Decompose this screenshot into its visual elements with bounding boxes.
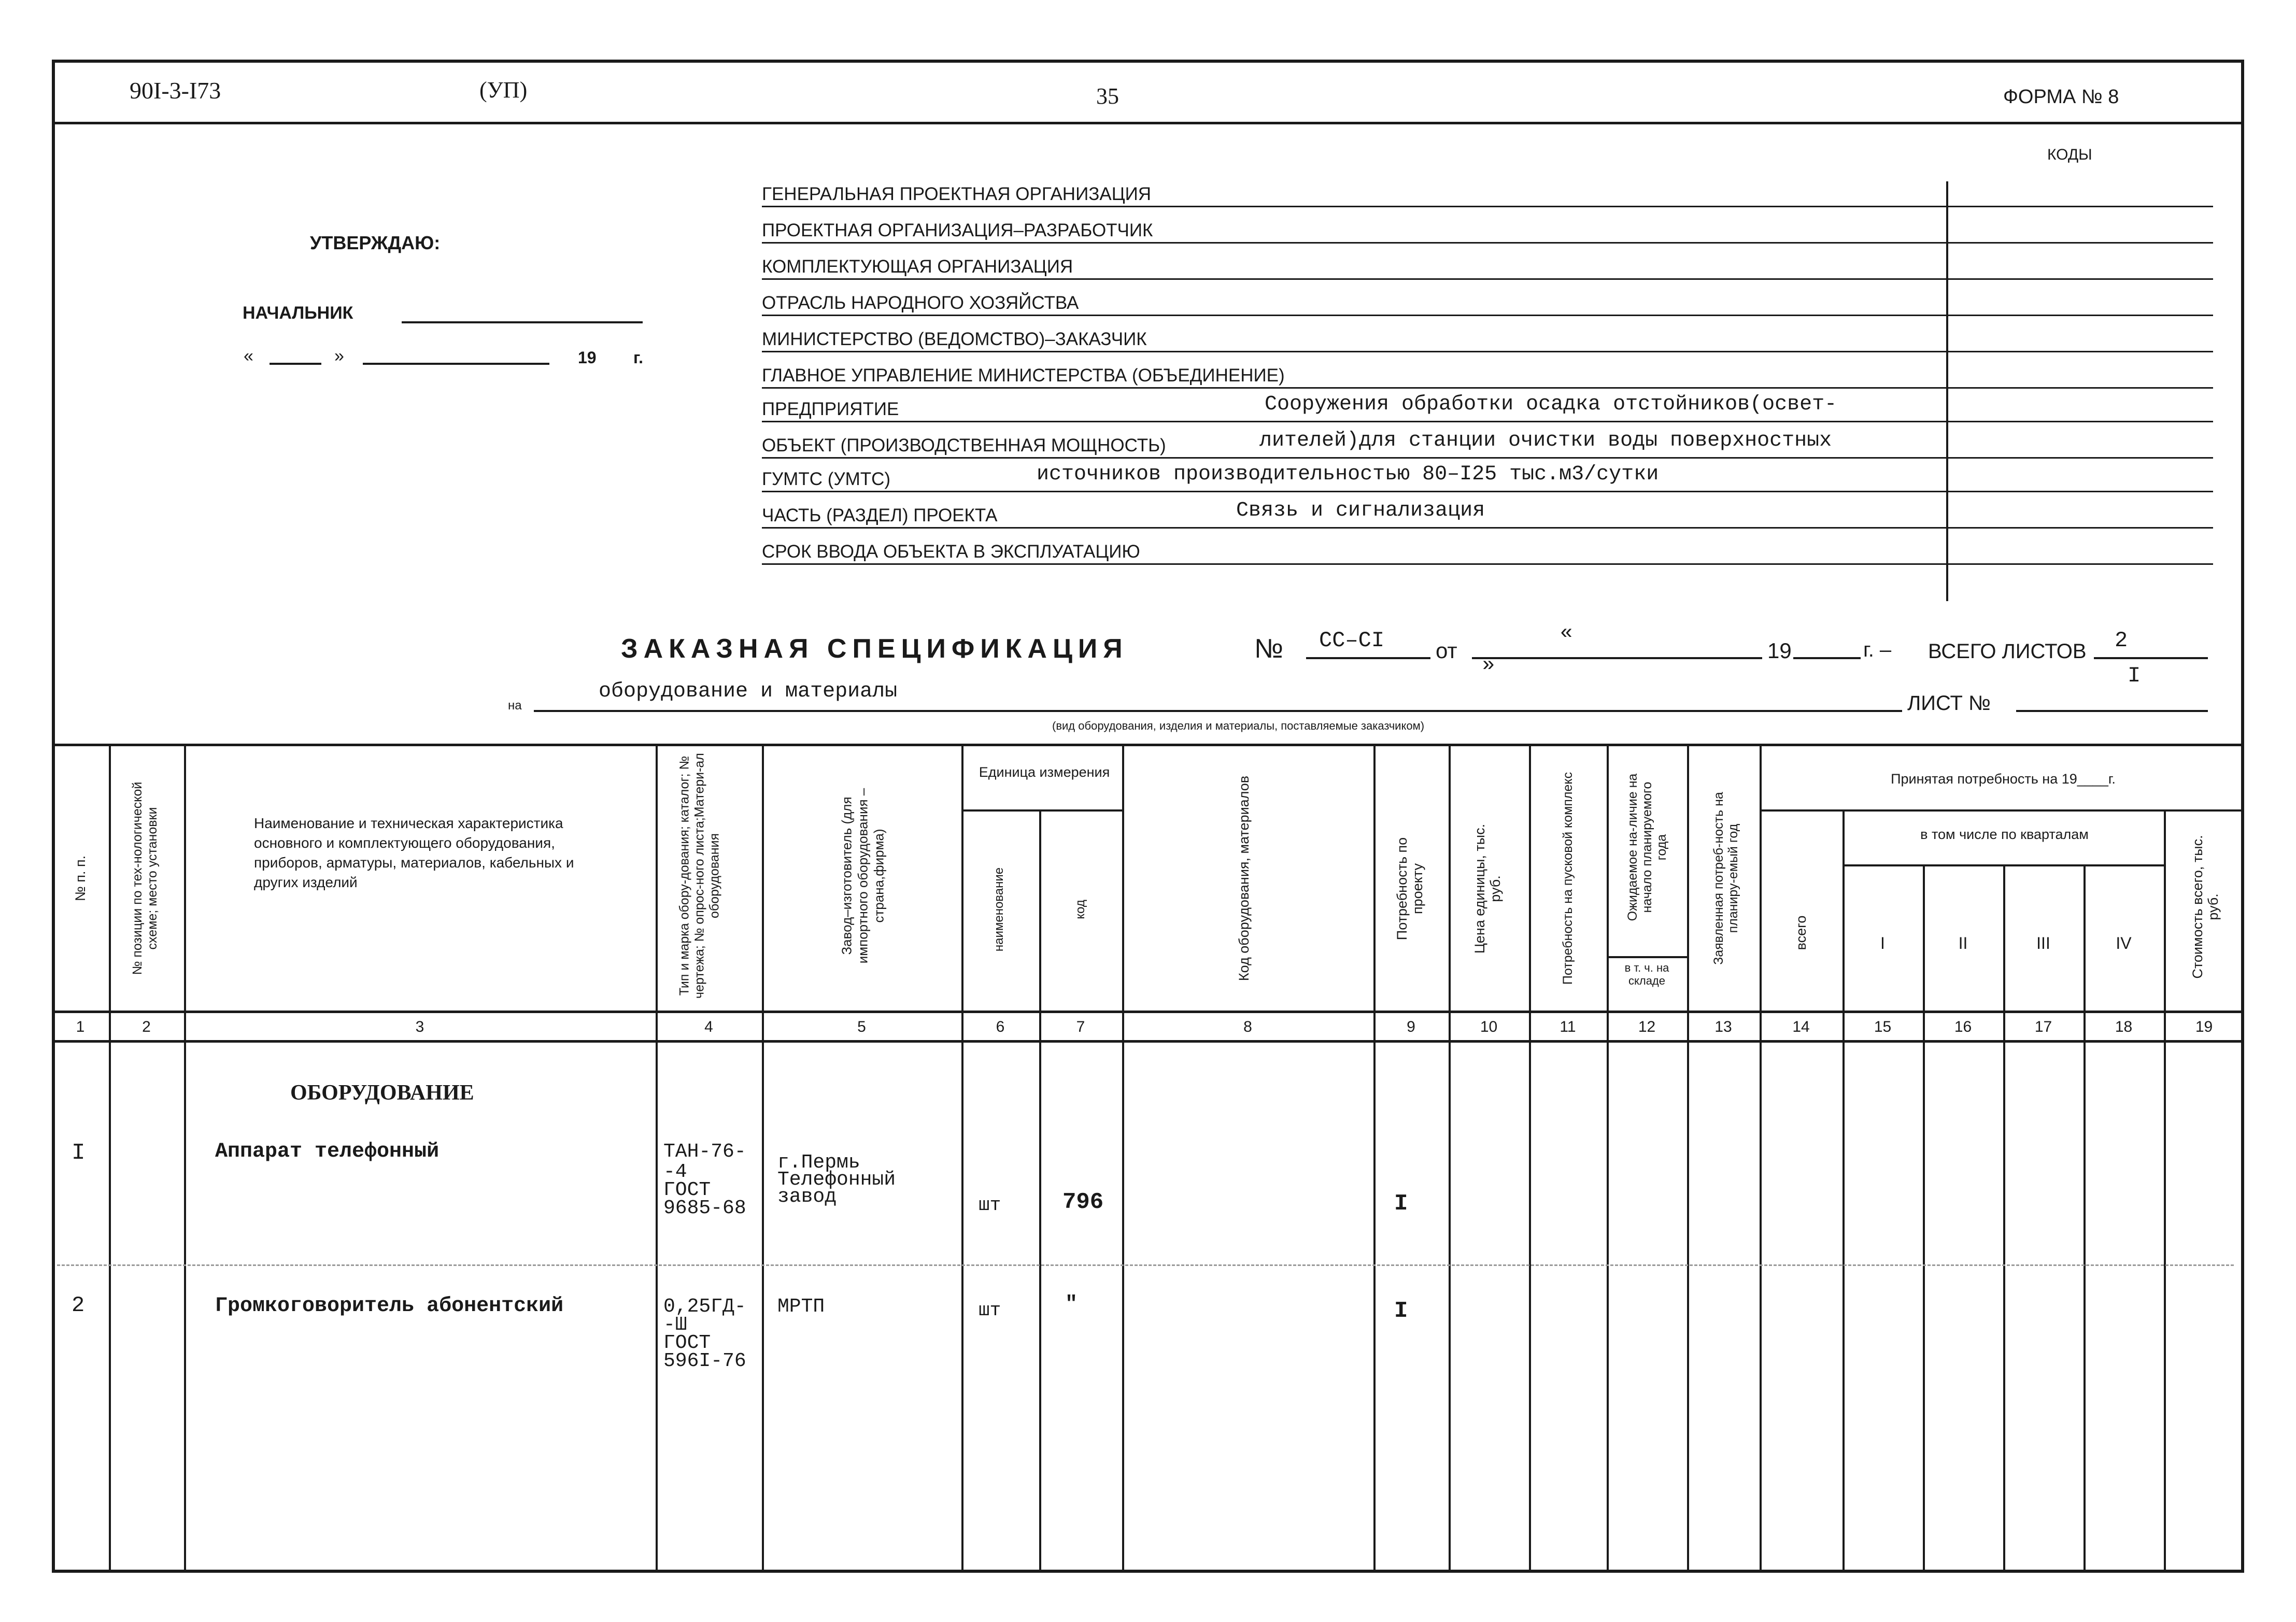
project-code: 90I-3-I73 — [130, 77, 221, 104]
column-numbers-bottom — [52, 1040, 2244, 1043]
date-year-suffix: г. — [633, 348, 644, 367]
header-strip-divider — [52, 122, 2244, 124]
date-quote-close: » — [334, 346, 344, 366]
org-field-label: ГЛАВНОЕ УПРАВЛЕНИЕ МИНИСТЕРСТВА (ОБЪЕДИНЕНИЕ) — [762, 365, 1285, 386]
spec-date-line — [1472, 657, 1762, 659]
column-number: 17 — [2034, 1018, 2052, 1035]
stock-sub-divider — [1607, 956, 1687, 958]
column-number: 14 — [1792, 1018, 1810, 1035]
sheet-line — [2016, 710, 2208, 712]
column-divider — [961, 744, 963, 1573]
spec-quote-open: « — [1560, 622, 1573, 645]
column-number: 2 — [142, 1018, 151, 1035]
column-number: 15 — [1874, 1018, 1892, 1035]
header-q4: IV — [2116, 934, 2132, 952]
column-number: 12 — [1638, 1018, 1656, 1035]
row-number: I — [72, 1140, 86, 1166]
spec-for-line — [534, 710, 1902, 712]
codes-column-divider — [1946, 181, 1948, 601]
column-number: 5 — [857, 1018, 866, 1035]
row-maker-line: завод — [777, 1186, 837, 1208]
quarters-group-divider — [1843, 864, 2164, 866]
column-divider — [1760, 744, 1762, 1573]
org-field-line — [762, 457, 2213, 459]
date-quote-open: « — [244, 346, 253, 366]
column-divider — [1449, 744, 1451, 1573]
approval-role: НАЧАЛЬНИК — [243, 303, 353, 323]
date-month-line — [363, 363, 549, 365]
row-name: Аппарат телефонный — [215, 1140, 440, 1163]
org-field-line — [762, 242, 2213, 244]
header-q1: I — [1880, 934, 1885, 952]
column-divider — [1039, 809, 1041, 1573]
org-field-label: ПРОЕКТНАЯ ОРГАНИЗАЦИЯ–РАЗРАБОТЧИК — [762, 220, 1153, 240]
column-divider — [109, 744, 111, 1573]
column-number: 6 — [996, 1018, 1005, 1035]
header-col7: код — [1073, 900, 1087, 919]
column-number: 1 — [76, 1018, 85, 1035]
form-label: ФОРМА № 8 — [2003, 86, 2119, 108]
row-maker-line: г.Пермь — [777, 1151, 860, 1174]
row-qty: I — [1394, 1191, 1408, 1217]
org-field-label: ГЕНЕРАЛЬНАЯ ПРОЕКТНАЯ ОРГАНИЗАЦИЯ — [762, 184, 1152, 204]
column-divider — [762, 744, 764, 1573]
row-number: 2 — [72, 1293, 85, 1318]
header-col4: Тип и марка обору-дования; каталог; № чертежа; № опрос-ного листа;Матери-ал оборудования — [677, 753, 722, 999]
org-field-line — [762, 206, 2213, 207]
spec-number-value: СС–СI — [1319, 628, 1385, 653]
row-unit-code: 796 — [1062, 1189, 1104, 1215]
column-divider — [1122, 744, 1124, 1573]
row-type-line: -4 — [663, 1161, 687, 1183]
section-title: ОБОРУДОВАНИЕ — [290, 1081, 474, 1105]
sheet-value: I — [2128, 663, 2141, 688]
column-number: 4 — [704, 1018, 713, 1035]
org-field-value: источников производительностью 80–I25 тыс.м3/сутки — [1037, 463, 1659, 486]
row-type-line: ГОСТ — [663, 1179, 711, 1201]
org-field-line — [762, 351, 2213, 352]
header-col5: Завод–изготовитель (для импортного оборудования –страна,фирма) — [839, 788, 887, 964]
org-field-value: лителей)для станции очистки воды поверхностных — [1259, 429, 1832, 452]
accepted-group-divider — [1760, 809, 2244, 812]
org-field-label: ОБЪЕКТ (ПРОИЗВОДСТВЕННАЯ МОЩНОСТЬ) — [762, 435, 1166, 456]
date-year-prefix: 19 — [578, 348, 597, 367]
column-divider — [1923, 864, 1925, 1573]
header-col1: № п. п. — [73, 855, 88, 902]
spec-for-label: на — [508, 699, 522, 713]
org-field-label: ГУМТС (УМТС) — [762, 469, 891, 489]
column-number: 9 — [1407, 1018, 1415, 1035]
spec-for-value: оборудование и материалы — [599, 680, 898, 703]
row-type-line: ТАН-76- — [663, 1141, 746, 1163]
org-field-value: Связь и сигнализация — [1236, 499, 1485, 522]
row-type-line: 9685-68 — [663, 1197, 746, 1219]
column-number: 7 — [1076, 1018, 1085, 1035]
column-number: 16 — [1954, 1018, 1972, 1035]
header-col14: всего — [1793, 915, 1809, 950]
org-field-label: ПРЕДПРИЯТИЕ — [762, 399, 899, 419]
org-field-line — [762, 278, 2213, 280]
row-separator — [57, 1264, 2234, 1266]
spec-title: ЗАКАЗНАЯ СПЕЦИФИКАЦИЯ — [621, 634, 1128, 664]
org-field-label: МИНИСТЕРСТВО (ВЕДОМСТВО)–ЗАКАЗЧИК — [762, 329, 1147, 349]
org-field-label: ОТРАСЛЬ НАРОДНОГО ХОЗЯЙСТВА — [762, 293, 1079, 313]
header-col19: Стоимость всего, тыс. руб. — [2190, 835, 2221, 979]
unit-group-divider — [961, 809, 1122, 812]
page-number: 35 — [1096, 83, 1119, 109]
org-field-line — [762, 421, 2213, 422]
spec-for-hint: (вид оборудования, изделия и материалы, поставляемые заказчиком) — [1052, 719, 1425, 732]
header-col2: № позиции по тех-нологической схеме; место установки — [130, 781, 160, 975]
column-number: 18 — [2115, 1018, 2133, 1035]
spec-number-line — [1306, 657, 1430, 659]
table-top-border — [52, 744, 2244, 746]
total-sheets-value: 2 — [2115, 628, 2128, 653]
column-number: 8 — [1243, 1018, 1252, 1035]
codes-label: КОДЫ — [2047, 146, 2092, 163]
header-col13: Заявленная потреб-ность на планиру-емый год — [1711, 792, 1740, 965]
spec-number-label: № — [1254, 634, 1283, 664]
org-field-line — [762, 527, 2213, 529]
row-type-line: 596I-76 — [663, 1350, 746, 1372]
column-number: 19 — [2195, 1018, 2213, 1035]
row-name: Громкоговоритель абонентский — [215, 1294, 564, 1318]
row-unit: шт — [979, 1300, 1001, 1321]
header-col9: Потребность по проекту — [1394, 837, 1425, 941]
spec-year-label: 19 — [1767, 638, 1792, 663]
total-sheets-label: ВСЕГО ЛИСТОВ — [1928, 640, 2087, 663]
column-divider — [1687, 744, 1689, 1573]
album-number: (УП) — [479, 77, 528, 103]
sheet-label: ЛИСТ № — [1907, 692, 1991, 715]
header-col11: Потребность на пусковой комплекс — [1561, 772, 1575, 985]
org-field-line — [762, 491, 2213, 492]
column-divider — [2164, 809, 2166, 1573]
org-field-label: КОМПЛЕКТУЮЩАЯ ОРГАНИЗАЦИЯ — [762, 257, 1073, 277]
column-divider — [1373, 744, 1376, 1573]
org-field-line — [762, 387, 2213, 389]
header-col10: Цена единицы, тыс. руб. — [1472, 823, 1503, 954]
column-divider — [1843, 809, 1845, 1573]
org-field-label: ЧАСТЬ (РАЗДЕЛ) ПРОЕКТА — [762, 505, 998, 525]
row-type-line: -Ш — [663, 1314, 687, 1336]
spec-year-line — [1793, 657, 1861, 659]
total-sheets-line — [2094, 657, 2208, 659]
row-maker-line: Телефонный — [777, 1169, 896, 1191]
column-divider — [2084, 864, 2086, 1573]
table-header-bottom — [52, 1011, 2244, 1013]
header-accepted-group: Принятая потребность на 19____г. — [1891, 771, 2116, 787]
header-quarters-group: в том числе по кварталам — [1920, 827, 2089, 842]
row-qty: I — [1394, 1298, 1408, 1324]
row-unit: шт — [979, 1194, 1001, 1216]
column-divider — [184, 744, 186, 1573]
approval-role-line — [402, 321, 643, 323]
header-q3: III — [2036, 934, 2050, 952]
approval-title: УТВЕРЖДАЮ: — [310, 232, 441, 253]
spec-year-suffix: г. – — [1863, 638, 1892, 661]
column-divider — [1607, 744, 1609, 1573]
org-field-line — [762, 563, 2213, 565]
column-number: 3 — [415, 1018, 424, 1035]
header-col8: Код оборудования, материалов — [1236, 775, 1252, 981]
org-field-label: СРОК ВВОДА ОБЪЕКТА В ЭКСПЛУАТАЦИЮ — [762, 542, 1140, 562]
org-field-line — [762, 315, 2213, 316]
org-field-value: Сооружения обработки осадка отстойников(освет- — [1265, 393, 1837, 416]
column-number: 10 — [1480, 1018, 1498, 1035]
row-type-line: 0,25ГД- — [663, 1296, 746, 1318]
spec-quote-close: » — [1482, 654, 1495, 677]
column-divider — [2003, 864, 2005, 1573]
row-type-line: ГОСТ — [663, 1332, 711, 1354]
row-maker-line: МРТП — [777, 1296, 825, 1318]
column-number: 11 — [1560, 1018, 1576, 1035]
row-unit-code: " — [1065, 1293, 1078, 1316]
column-divider — [1529, 744, 1531, 1573]
header-col12: Ожидаемое на-личие на начало планируемого года — [1625, 773, 1669, 921]
header-col6: наименование — [992, 867, 1006, 952]
header-unit-group: Единица измерения — [979, 764, 1110, 780]
header-col3: Наименование и техническая характеристика основного и комплектующего оборудования, приборов, арматуры, материалов, кабельных и других изделий — [254, 815, 574, 890]
date-day-line — [270, 363, 321, 365]
spec-from-label: от — [1436, 638, 1457, 663]
header-col12b: в т. ч. на складе — [1624, 961, 1669, 987]
column-number: 13 — [1714, 1018, 1732, 1035]
header-q2: II — [1958, 934, 1968, 952]
column-divider — [656, 744, 658, 1573]
